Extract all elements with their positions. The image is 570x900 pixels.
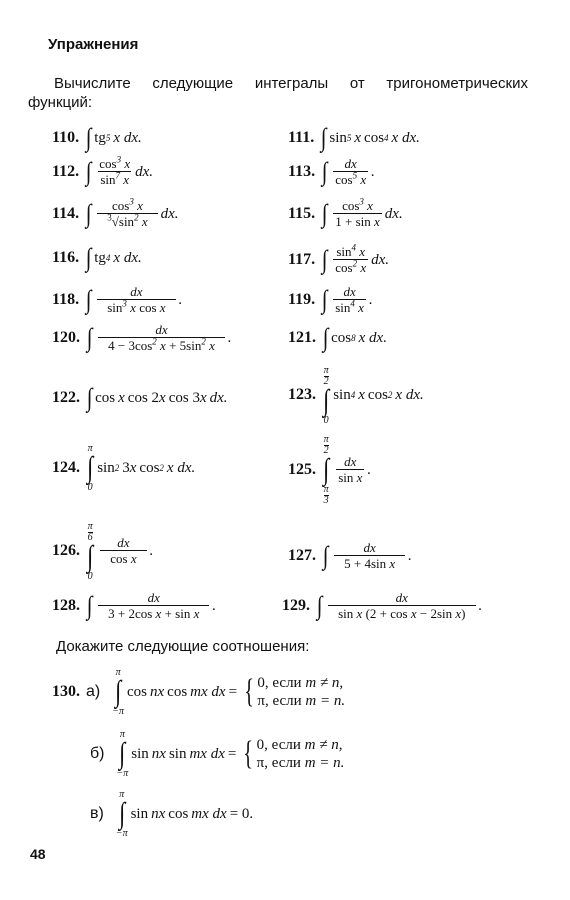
exercise-118 <box>52 280 182 320</box>
exercise-129 <box>282 586 482 626</box>
formula: π ∫ −π sin nx cos mx dx = 0. <box>115 789 254 839</box>
formula: ∫ $\frac{dx}{\sin^3 x \cos x}$ . <box>85 284 183 315</box>
section-heading-prove: Докажите следующие соотношения: <box>56 638 310 655</box>
exercise-130v <box>90 786 253 842</box>
exercise-number: 120. <box>52 329 80 346</box>
exercise-119 <box>288 280 373 320</box>
intro-line-2: функций: <box>28 94 93 111</box>
exercise-130b <box>90 726 344 782</box>
formula: ∫ $\frac{\sin^4 x}{\cos^2 x}$ dx. <box>321 242 390 275</box>
exercise-number: 118. <box>52 291 80 308</box>
case-word: если <box>272 693 302 709</box>
case-value: 0, <box>257 675 269 691</box>
exercise-123 <box>288 364 424 426</box>
intro-word: от <box>349 75 365 92</box>
formula: ∫ $\frac{dx}{\text{5 + 4sin x}}$ . <box>322 540 412 571</box>
formula: ∫ tg 5 x dx. <box>85 123 142 152</box>
exercise-number: 114. <box>52 205 80 222</box>
case-value: 0, <box>256 737 268 753</box>
exercise-117 <box>288 240 389 280</box>
exercise-125 <box>288 430 371 510</box>
subitem-label: б) <box>90 745 105 762</box>
formula: ∫ tg 4 x dx. <box>85 243 142 272</box>
intro-word: тригонометрических <box>386 75 528 92</box>
intro-text <box>28 74 528 112</box>
exercise-113 <box>288 152 375 192</box>
page-heading: Упражнения <box>48 36 139 53</box>
exercise-112 <box>52 152 153 192</box>
case-word: если <box>271 737 301 753</box>
formula: ∫ sin 5 x cos 4 x dx. <box>320 123 420 152</box>
exercise-number: 129. <box>282 597 310 614</box>
exercise-number: 116. <box>52 249 80 266</box>
exercise-126 <box>52 516 153 586</box>
case-word: если <box>271 755 301 771</box>
exercise-number: 117. <box>288 251 316 268</box>
exercise-124 <box>52 440 195 496</box>
formula: ∫ $\frac{\cos^3 x}{\text{1 + sin x}}$ dx. <box>321 196 403 229</box>
exercise-116 <box>52 238 142 278</box>
case-value: π, <box>256 755 268 771</box>
intro-word: интегралы <box>254 75 329 92</box>
exercise-128 <box>52 586 216 626</box>
formula: ∫ $\frac{\cos^3 x}{^3√\sin^2 x}$ dx. <box>85 196 179 229</box>
exercise-number: 119. <box>288 291 316 308</box>
exercise-number: 128. <box>52 597 80 614</box>
formula: π ∫ 0 sin 2 3 x cos 2 x dx. <box>87 443 196 493</box>
exercise-number: 111. <box>288 129 315 146</box>
formula: $\frac{\pi}{6}$ ∫ 0 $\frac{dx}{\text{cos x}}$ . <box>87 520 154 582</box>
page-number: 48 <box>30 846 46 862</box>
exercise-number: 113. <box>288 163 316 180</box>
exercise-number: 123. <box>288 386 316 403</box>
exercise-number: 127. <box>288 547 316 564</box>
exercise-122 <box>52 378 228 418</box>
exercise-number: 110. <box>52 129 80 146</box>
formula: π ∫ −π cos nx cos mx dx = { 0, если m ≠ n, π, если m = n. <box>112 667 346 717</box>
formula: $\frac{\pi}{2}$ ∫ 0 sin 4 x cos 2 x dx. <box>323 364 424 426</box>
formula: ∫ $\frac{dx}{\text{sin x (2 + cos x − 2sin x)}}$ . <box>316 590 483 621</box>
formula: π ∫ −π sin nx sin mx dx = { 0, если m ≠ n, π, если m = n. <box>116 729 345 779</box>
exercise-121 <box>288 318 387 358</box>
exercise-number: 115. <box>288 205 316 222</box>
exercise-number: 130. <box>52 683 80 700</box>
formula: ∫ cos 8 x dx. <box>322 323 387 352</box>
exercise-130a <box>52 664 345 720</box>
formula: ∫ cos x cos 2 x cos 3 x dx. <box>86 383 228 412</box>
exercise-number: 124. <box>52 459 80 476</box>
case-word: если <box>272 675 302 691</box>
exercise-number: 125. <box>288 461 316 478</box>
exercise-number: 112. <box>52 163 80 180</box>
formula: ∫ $\frac{dx}{\sin^4 x}$ . <box>321 284 373 315</box>
intro-word: Вычислите <box>54 75 131 92</box>
case-value: π, <box>257 693 269 709</box>
exercise-number: 121. <box>288 329 316 346</box>
formula: ∫ $\frac{dx}{\cos^5 x}$ . <box>321 156 375 187</box>
subitem-label: а) <box>86 683 101 700</box>
exercise-127 <box>288 536 412 576</box>
exercise-number: 126. <box>52 542 80 559</box>
exercise-114 <box>52 194 179 234</box>
subitem-label: в) <box>90 805 104 822</box>
exercise-number: 122. <box>52 389 80 406</box>
exercise-120 <box>52 318 232 358</box>
intro-word: следующие <box>152 75 234 92</box>
formula: ∫ $\frac{\cos^3 x}{\sin^7 x}$ dx. <box>85 154 154 187</box>
formula: $\frac{\pi}{2}$ ∫ $\frac{\pi}{3}$ $\frac{dx}{\text{sin x}}$ . <box>323 434 372 506</box>
formula: ∫ $\frac{dx}{4 - 3\cos^2 x + 5\sin^2 x}$ . <box>86 322 232 353</box>
formula: ∫ $\frac{dx}{\text{3 + 2cos x + sin x}}$ . <box>86 590 217 621</box>
exercise-115 <box>288 194 403 234</box>
